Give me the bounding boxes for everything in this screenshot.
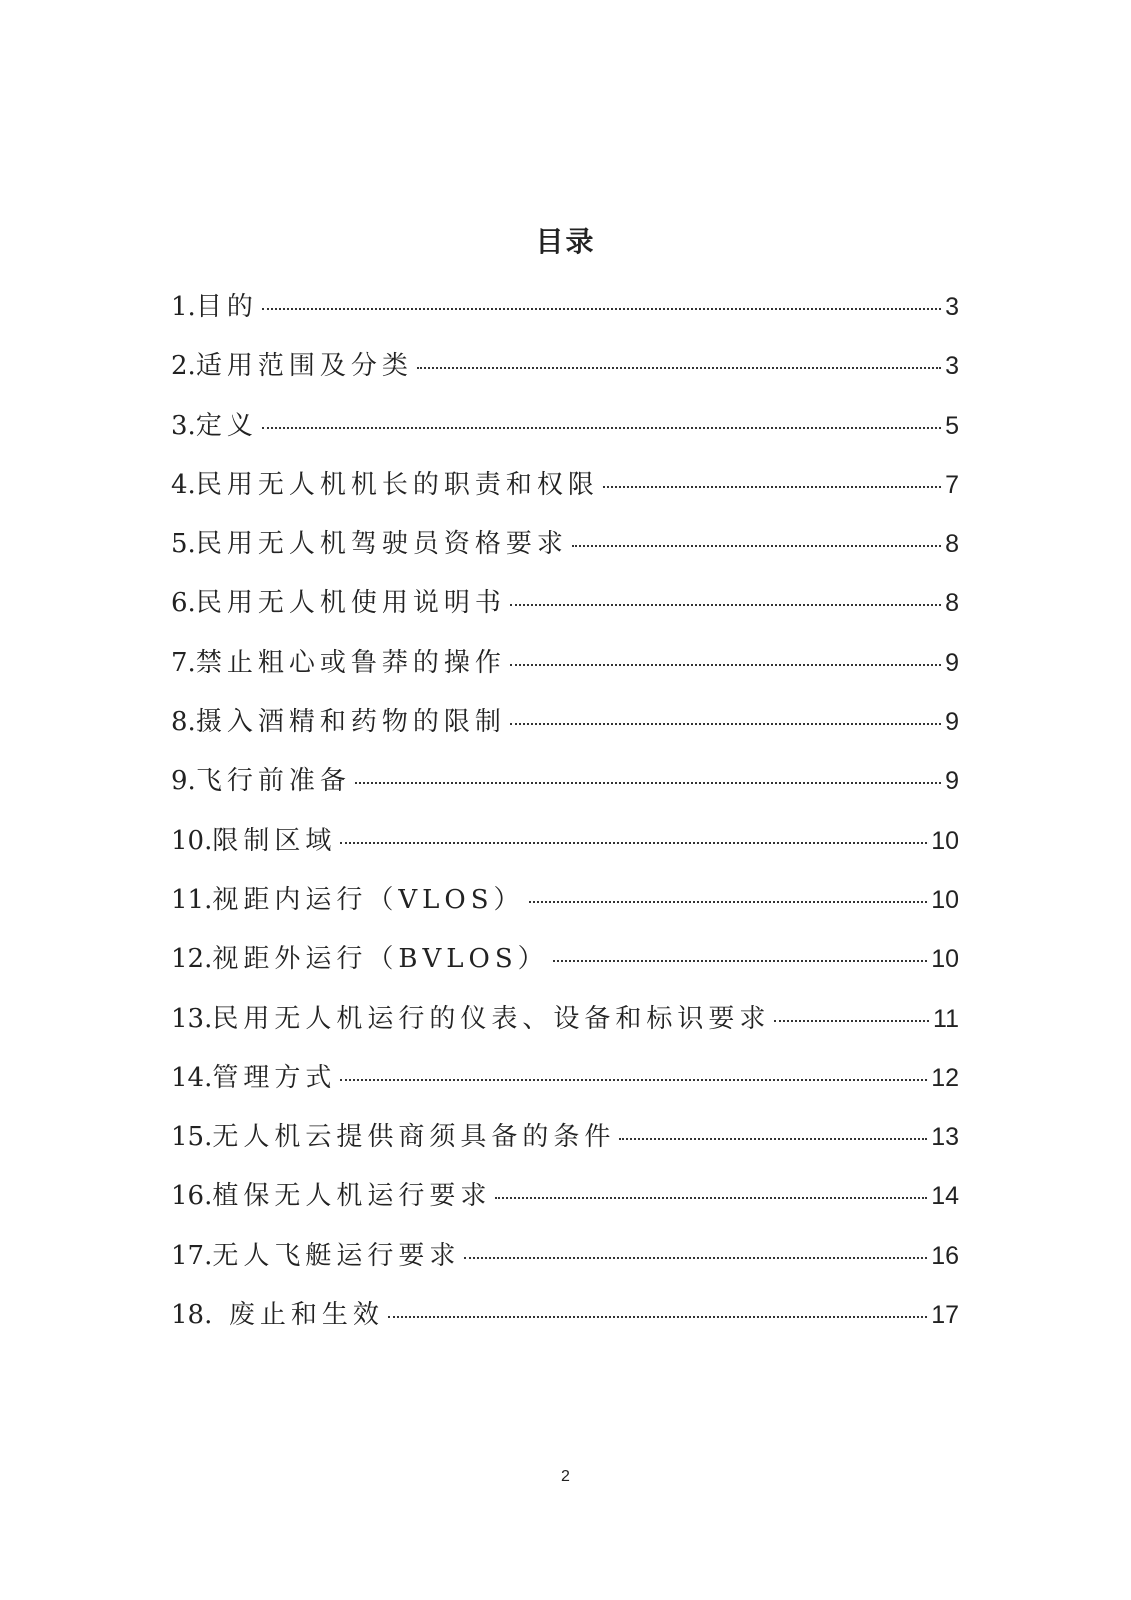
toc-list [171,287,959,1354]
toc-entry-page: 10 [931,945,959,974]
toc-entry-7[interactable] [171,643,959,702]
toc-entry-4[interactable] [171,465,959,524]
toc-entry-number: 14. [171,1062,213,1093]
toc-entry-number: 1. [171,292,196,322]
toc-entry-page: 12 [931,1063,959,1092]
dot-leader [340,842,927,844]
toc-entry-title: 植保无人机运行要求 [212,1181,492,1212]
dot-leader [417,367,941,369]
page-number: 2 [561,1468,570,1485]
toc-entry-number: 17. [171,1240,213,1271]
toc-entry-title: 管理方式 [212,1062,337,1093]
toc-entry-number: 4. [171,469,196,500]
toc-entry-number: 5. [171,529,196,560]
toc-entry-title: 废止和生效 [228,1300,384,1331]
toc-entry-title: 飞行前准备 [195,766,351,797]
toc-entry-page: 14 [931,1182,959,1211]
toc-entry-page: 7 [945,470,959,499]
toc-entry-number: 18. [171,1300,229,1331]
toc-entry-number: 2. [171,351,196,382]
toc-entry-1[interactable] [171,287,959,346]
dot-leader [262,427,941,429]
toc-entry-title: 目的 [195,292,258,322]
dot-leader [529,901,928,903]
toc-entry-number: 6. [171,588,196,619]
dot-leader [464,1257,927,1259]
dot-leader [510,604,941,606]
toc-entry-page: 16 [931,1241,959,1270]
toc-entry-page: 8 [945,589,959,618]
dot-leader [774,1020,929,1022]
toc-entry-title: 定义 [195,410,258,441]
dot-leader [495,1197,927,1199]
toc-entry-16[interactable] [171,1176,959,1235]
toc-entry-page: 9 [945,767,959,796]
toc-entry-page: 9 [945,708,959,737]
toc-entry-number: 16. [171,1181,213,1212]
toc-entry-5[interactable] [171,524,959,583]
toc-entry-title: 民用无人机机长的职责和权限 [195,469,599,500]
toc-entry-12[interactable] [171,939,959,998]
dot-leader [340,1079,927,1081]
toc-entry-title: 禁止粗心或鲁莽的操作 [195,647,506,678]
toc-entry-number: 13. [171,1003,213,1034]
toc-entry-number: 15. [171,1122,213,1153]
toc-entry-8[interactable] [171,702,959,761]
toc-entry-title: 民用无人机使用说明书 [195,588,506,619]
dot-leader [603,486,941,488]
dot-leader [510,723,941,725]
toc-entry-title: 无人飞艇运行要求 [212,1240,461,1271]
toc-entry-title: 民用无人机驾驶员资格要求 [195,529,568,560]
toc-entry-10[interactable] [171,821,959,880]
toc-entry-title: 视距内运行（VLOS） [212,884,525,915]
toc-entry-page: 8 [945,530,959,559]
dot-leader [388,1316,927,1318]
toc-title: 目录 [535,225,596,258]
dot-leader [355,782,941,784]
toc-entry-2[interactable] [171,346,959,405]
dot-leader [510,664,941,666]
toc-entry-page: 9 [945,648,959,677]
toc-entry-14[interactable] [171,1058,959,1117]
toc-entry-number: 8. [171,707,196,738]
toc-entry-title: 视距外运行（BVLOS） [212,944,549,975]
toc-entry-17[interactable] [171,1236,959,1295]
toc-entry-number: 9. [171,766,196,797]
dot-leader [262,308,941,310]
toc-entry-page: 10 [931,826,959,855]
dot-leader [572,545,941,547]
toc-entry-11[interactable] [171,880,959,939]
toc-entry-15[interactable] [171,1117,959,1176]
dot-leader [553,960,928,962]
toc-entry-page: 5 [945,411,959,440]
toc-entry-13[interactable] [171,999,959,1058]
toc-entry-title: 摄入酒精和药物的限制 [195,707,506,738]
toc-entry-page: 11 [933,1004,959,1033]
toc-entry-6[interactable] [171,583,959,642]
toc-entry-number: 11. [171,884,213,915]
toc-entry-title: 无人机云提供商须具备的条件 [212,1122,616,1153]
toc-entry-9[interactable] [171,761,959,820]
toc-entry-page: 13 [931,1123,959,1152]
toc-entry-3[interactable] [171,406,959,465]
toc-entry-title: 适用范围及分类 [195,351,413,382]
toc-entry-number: 10. [171,825,213,856]
toc-entry-title: 民用无人机运行的仪表、设备和标识要求 [212,1003,771,1034]
toc-entry-page: 10 [931,885,959,914]
toc-entry-number: 12. [171,944,213,975]
toc-entry-page: 3 [945,352,959,381]
toc-entry-title: 限制区域 [212,825,337,856]
toc-entry-number: 3. [171,410,196,441]
dot-leader [619,1138,927,1140]
toc-entry-page: 3 [945,293,959,321]
toc-entry-page: 17 [931,1301,959,1330]
toc-entry-number: 7. [171,647,196,678]
toc-entry-18[interactable] [171,1295,959,1354]
